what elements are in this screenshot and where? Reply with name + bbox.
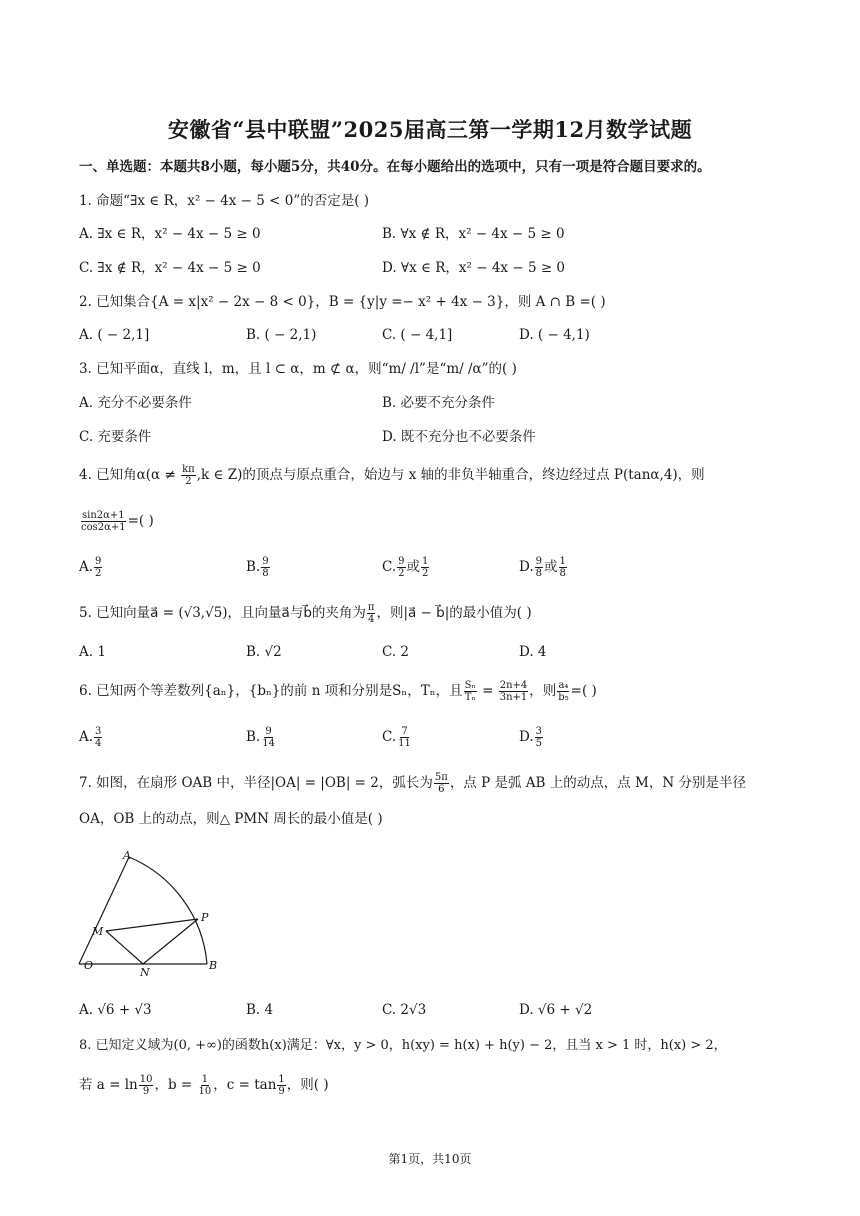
fraction bbox=[397, 726, 412, 749]
denominator: 8 bbox=[559, 568, 566, 579]
fraction bbox=[499, 680, 529, 703]
sector-figure bbox=[78, 845, 228, 980]
q8-c-pre: ，c = tan bbox=[213, 1077, 277, 1093]
q1-option-a: A. ∃x ∈ R，x² − 4x − 5 ≥ 0 bbox=[79, 226, 261, 242]
fraction bbox=[559, 556, 567, 579]
option-label: B. bbox=[246, 729, 261, 745]
q5-option-d: D. 4 bbox=[519, 644, 547, 660]
option-label: A. bbox=[79, 729, 94, 745]
q4-stem-post: ,k ∈ Z)的顶点与原点重合，始边与 x 轴的非负半轴重合，终边经过点 P(tanα,4)，则 bbox=[196, 467, 705, 483]
segment-mp bbox=[106, 919, 198, 931]
fraction bbox=[277, 1074, 285, 1097]
numerator: 1 bbox=[422, 556, 429, 567]
numerator: 3 bbox=[95, 726, 102, 737]
q7-option-a: A. √6 + √3 bbox=[79, 1002, 152, 1018]
denominator: 2 bbox=[95, 568, 102, 579]
denominator: 5 bbox=[535, 738, 543, 749]
q5-option-a: A. 1 bbox=[79, 644, 106, 660]
numerator: 7 bbox=[401, 726, 408, 737]
q6-stem bbox=[79, 680, 597, 703]
q7-option-d: D. √6 + √2 bbox=[519, 1002, 593, 1018]
option-label: D. bbox=[519, 729, 534, 745]
q4-option-d bbox=[519, 556, 568, 579]
option-label: A. bbox=[79, 559, 94, 575]
label-o: O bbox=[84, 959, 94, 972]
arc-ab bbox=[129, 857, 207, 964]
numerator: a₄ bbox=[558, 680, 569, 691]
numerator: 9 bbox=[262, 556, 269, 567]
segment-np bbox=[143, 919, 198, 964]
numerator: kπ bbox=[182, 464, 195, 475]
numerator: π bbox=[367, 602, 375, 613]
numerator: Sₙ bbox=[464, 680, 476, 691]
numerator: 9 bbox=[398, 556, 405, 567]
fraction bbox=[94, 726, 102, 749]
fraction bbox=[535, 726, 543, 749]
q2-option-c: C. ( − 4,1] bbox=[382, 327, 453, 343]
numerator: 5π bbox=[434, 772, 448, 783]
fraction bbox=[367, 602, 376, 625]
fraction bbox=[557, 680, 569, 703]
denominator: cos2α+1 bbox=[81, 522, 126, 533]
denominator: 8 bbox=[262, 568, 269, 579]
label-p: P bbox=[201, 911, 209, 924]
q4-stem-pre: 4. 已知角α(α ≠ bbox=[79, 467, 181, 483]
label-n: N bbox=[140, 966, 150, 979]
denominator: 2 bbox=[185, 476, 192, 487]
fraction bbox=[535, 556, 543, 579]
q8-b-pre: ，b = bbox=[154, 1077, 197, 1093]
q2-option-a: A. ( − 2,1] bbox=[79, 327, 150, 343]
q7-option-b: B. 4 bbox=[246, 1002, 274, 1018]
q6-stem-tail: =( ) bbox=[570, 683, 597, 699]
q8-stem-line2 bbox=[79, 1074, 329, 1097]
fraction bbox=[94, 556, 102, 579]
denominator: 4 bbox=[367, 614, 375, 625]
q5-stem-pre: 5. 已知向量a⃗ = (√3,√5)，且向量a⃗与b⃗的夹角为 bbox=[79, 605, 366, 621]
q2-option-b: B. ( − 2,1) bbox=[246, 327, 317, 343]
q6-option-d bbox=[519, 726, 544, 749]
section-heading: 一、单选题：本题共8小题，每小题5分，共40分。在每小题给出的选项中，只有一项是符合题目要求的。 bbox=[79, 159, 711, 175]
q6-option-a bbox=[79, 726, 103, 749]
q5-stem bbox=[79, 602, 532, 625]
page-footer: 第1页，共10页 bbox=[388, 1152, 472, 1166]
or-text: 或 bbox=[406, 559, 421, 575]
numerator: 9 bbox=[265, 726, 272, 737]
fraction bbox=[181, 464, 196, 487]
q7-option-c: C. 2√3 bbox=[382, 1002, 427, 1018]
q4-stem bbox=[79, 464, 705, 487]
denominator: 9 bbox=[278, 1086, 285, 1097]
denominator: Tₙ bbox=[464, 692, 476, 703]
q8-a-pre: 若 a = ln bbox=[79, 1077, 138, 1093]
option-label: B. bbox=[246, 559, 261, 575]
q8-tail: ，则( ) bbox=[286, 1077, 329, 1093]
numerator: 9 bbox=[95, 556, 102, 567]
q6-option-b bbox=[246, 726, 277, 749]
fraction bbox=[421, 556, 429, 579]
numerator: 1 bbox=[201, 1074, 209, 1085]
denominator: b₅ bbox=[558, 692, 569, 703]
denominator: 4 bbox=[95, 738, 102, 749]
q7-stem-post: ，点 P 是弧 AB 上的动点，点 M，N 分别是半径 bbox=[449, 775, 746, 791]
q5-option-c: C. 2 bbox=[382, 644, 410, 660]
q5-option-b: B. √2 bbox=[246, 644, 282, 660]
label-a: A bbox=[123, 849, 131, 862]
denominator: 11 bbox=[398, 738, 411, 749]
fraction bbox=[198, 1074, 213, 1097]
denominator: 8 bbox=[535, 568, 543, 579]
fraction bbox=[139, 1074, 154, 1097]
fraction bbox=[464, 680, 477, 703]
q6-option-c bbox=[382, 726, 413, 749]
denominator: 9 bbox=[142, 1086, 150, 1097]
q3-stem: 3. 已知平面α，直线 l，m，且 l ⊂ α，m ⊄ α，则“m/ /l”是“m/ /α”的( ) bbox=[79, 361, 517, 377]
q8-stem: 8. 已知定义域为(0, +∞)的函数h(x)满足：∀x，y > 0，h(xy) = h(x) + h(y) − 2，且当 x > 1 时，h(x) > 2， bbox=[79, 1038, 727, 1053]
numerator: 3 bbox=[535, 726, 543, 737]
denominator: 2 bbox=[422, 568, 429, 579]
numerator: 1 bbox=[278, 1074, 285, 1085]
fraction bbox=[261, 726, 276, 749]
q2-stem: 2. 已知集合{A = x|x² − 2x − 8 < 0}，B = {y|y =− x² + 4x − 3}，则 A ∩ B =( ) bbox=[79, 294, 606, 310]
q1-option-c: C. ∃x ∉ R，x² − 4x − 5 ≥ 0 bbox=[79, 260, 261, 276]
denominator: 2 bbox=[398, 568, 405, 579]
q1-option-b: B. ∀x ∉ R，x² − 4x − 5 ≥ 0 bbox=[382, 226, 565, 242]
q3-option-d: D. 既不充分也不必要条件 bbox=[382, 429, 536, 445]
numerator: sin2α+1 bbox=[81, 510, 125, 521]
denominator: 14 bbox=[262, 738, 275, 749]
option-label: C. bbox=[382, 729, 397, 745]
q3-option-c: C. 充要条件 bbox=[79, 429, 152, 445]
q6-stem-pre: 6. 已知两个等差数列{aₙ}，{bₙ}的前 n 项和分别是Sₙ，Tₙ，且 bbox=[79, 683, 463, 699]
q7-stem-pre: 7. 如图，在扇形 OAB 中，半径|OA| = |OB| = 2，弧长为 bbox=[79, 775, 433, 791]
q5-stem-post: ，则|a⃗ − b⃗|的最小值为( ) bbox=[376, 605, 532, 621]
numerator: 9 bbox=[535, 556, 543, 567]
fraction bbox=[434, 772, 449, 795]
label-b: B bbox=[209, 959, 218, 972]
or-text: 或 bbox=[544, 559, 558, 575]
denominator: 10 bbox=[198, 1086, 212, 1097]
radius-oa bbox=[79, 857, 129, 964]
q4-expr-tail: =( ) bbox=[127, 513, 154, 529]
q6-stem-mid: ，则 bbox=[529, 683, 557, 699]
equals-sign: = bbox=[477, 683, 498, 699]
page-title: 安徽省“县中联盟”2025届高三第一学期12月数学试题 bbox=[167, 117, 693, 142]
q3-option-b: B. 必要不充分条件 bbox=[382, 395, 496, 411]
q1-option-d: D. ∀x ∈ R，x² − 4x − 5 ≥ 0 bbox=[382, 260, 566, 276]
q3-option-a: A. 充分不必要条件 bbox=[79, 395, 192, 411]
q4-option-c bbox=[382, 556, 430, 579]
q4-expression bbox=[79, 510, 154, 533]
numerator: 2n+4 bbox=[499, 680, 528, 691]
label-m: M bbox=[92, 925, 104, 938]
fraction bbox=[261, 556, 269, 579]
segment-mn bbox=[106, 931, 143, 964]
numerator: 10 bbox=[139, 1074, 153, 1085]
q7-stem-line2: OA，OB 上的动点，则△ PMN 周长的最小值是( ) bbox=[79, 811, 383, 827]
q4-option-a bbox=[79, 556, 103, 579]
option-label: D. bbox=[519, 559, 534, 575]
option-label: C. bbox=[382, 559, 397, 575]
fraction bbox=[80, 510, 127, 533]
q2-option-d: D. ( − 4,1) bbox=[519, 327, 590, 343]
denominator: 6 bbox=[438, 784, 445, 795]
q1-stem: 1. 命题“∃x ∈ R，x² − 4x − 5 < 0”的否定是( ) bbox=[79, 193, 370, 209]
denominator: 3n+1 bbox=[499, 692, 528, 703]
q7-stem bbox=[79, 772, 746, 795]
q4-option-b bbox=[246, 556, 271, 579]
fraction bbox=[397, 556, 405, 579]
numerator: 1 bbox=[559, 556, 566, 567]
